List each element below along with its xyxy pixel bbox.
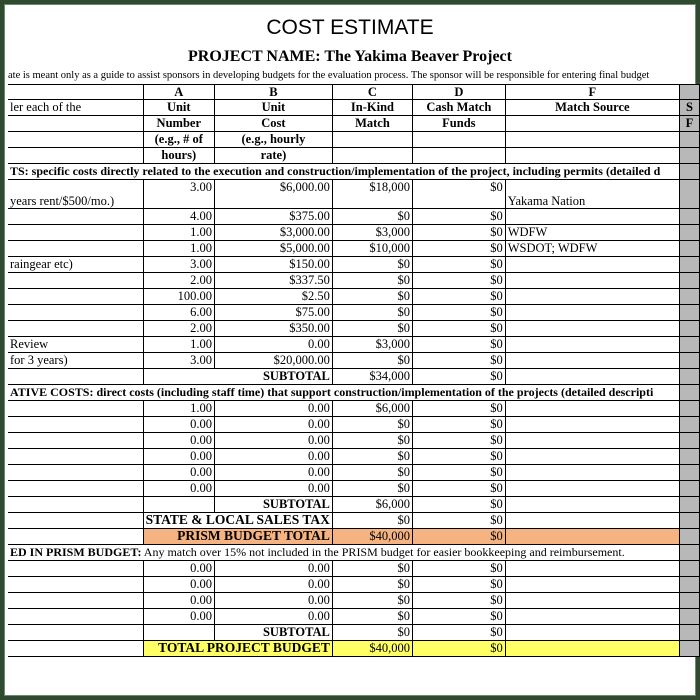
in-kind-match: $10,000 [332, 241, 412, 257]
column-header: (e.g., # of [143, 132, 214, 148]
column-header [412, 148, 505, 164]
cash-match: $0 [412, 465, 505, 481]
blank-cell [8, 481, 143, 497]
subtotal-row [8, 369, 700, 385]
gray-cell [680, 353, 700, 369]
column-header [505, 148, 679, 164]
sales-tax-row [8, 513, 700, 529]
blank-cell [8, 433, 143, 449]
item-description [8, 241, 143, 257]
match-source [505, 609, 679, 625]
unit-number: 3.00 [143, 353, 214, 369]
unit-cost: 0.00 [214, 577, 332, 593]
cash-match: $0 [412, 209, 505, 225]
cash-match: $0 [412, 241, 505, 257]
unit-cost: 0.00 [214, 401, 332, 417]
table-row [8, 593, 700, 609]
match-source [505, 321, 679, 337]
unit-number: 2.00 [143, 321, 214, 337]
cash-match: $0 [412, 417, 505, 433]
match-source [505, 449, 679, 465]
gray-cell [680, 561, 700, 577]
gray-cell [680, 577, 700, 593]
match-source [505, 593, 679, 609]
section-1-heading-label: TS: specific costs directly related to the execution and construction/implementation of the project, including permits (detailed d [10, 164, 661, 178]
column-header [680, 148, 700, 164]
unit-cost: 0.00 [214, 433, 332, 449]
cash-match: $0 [412, 353, 505, 369]
column-header: Cash Match [412, 100, 505, 116]
cash-match: $0 [412, 257, 505, 273]
in-kind-match: $6,000 [332, 401, 412, 417]
cash-match: $0 [412, 225, 505, 241]
in-kind-match: $0 [332, 257, 412, 273]
unit-number: 0.00 [143, 593, 214, 609]
column-header-row [8, 100, 700, 116]
column-header: S [680, 100, 700, 116]
table-row [8, 465, 700, 481]
cash-match: $0 [412, 321, 505, 337]
unit-cost: $2.50 [214, 289, 332, 305]
item-description [8, 321, 143, 337]
item-description: Review [8, 337, 143, 353]
gray-cell [680, 180, 700, 209]
blank-cell [8, 625, 143, 641]
in-kind-match: $18,000 [332, 180, 412, 209]
cost-estimate-table [8, 84, 700, 657]
gray-cell [680, 513, 700, 529]
subtotal-in-kind: $0 [332, 625, 412, 641]
unit-number: 6.00 [143, 305, 214, 321]
in-kind-match: $0 [332, 321, 412, 337]
column-letter: A [143, 85, 214, 100]
table-row [8, 609, 700, 625]
blank-cell [505, 625, 679, 641]
match-source [505, 209, 679, 225]
unit-cost: 0.00 [214, 609, 332, 625]
gray-cell [680, 593, 700, 609]
blank-cell [8, 529, 143, 545]
gray-cell [680, 241, 700, 257]
gray-cell [680, 369, 700, 385]
in-kind-match: $0 [332, 417, 412, 433]
unit-number: 2.00 [143, 273, 214, 289]
cash-match: $0 [412, 289, 505, 305]
table-row [8, 241, 700, 257]
unit-number: 0.00 [143, 481, 214, 497]
in-kind-match: $0 [332, 593, 412, 609]
match-source [505, 401, 679, 417]
section-3-heading-note: Any match over 15% not included in the PRISM budget for easier bookkeeping and reimbursement. [141, 545, 625, 559]
table-row [8, 273, 700, 289]
in-kind-match: $0 [332, 305, 412, 321]
cash-match: $0 [412, 593, 505, 609]
subtotal-cash: $0 [412, 369, 505, 385]
in-kind-match: $0 [332, 561, 412, 577]
subtotal-cash: $0 [412, 497, 505, 513]
blank-cell [8, 577, 143, 593]
gray-cell [680, 529, 700, 545]
match-source [505, 289, 679, 305]
match-source [505, 417, 679, 433]
gray-cell [680, 641, 700, 657]
section-2-heading-text [8, 385, 680, 401]
blank-cell [143, 497, 214, 513]
item-description [8, 273, 143, 289]
subtotal-in-kind: $6,000 [332, 497, 412, 513]
column-header [505, 132, 679, 148]
table-row [8, 353, 700, 369]
subtotal-label: SUBTOTAL [214, 625, 332, 641]
table-row [8, 561, 700, 577]
subtotal-label: SUBTOTAL [214, 497, 332, 513]
item-description: years rent/$500/mo.) [8, 180, 143, 209]
table-row [8, 481, 700, 497]
cash-match: $0 [412, 433, 505, 449]
subtotal-row [8, 625, 700, 641]
cash-match: $0 [412, 481, 505, 497]
column-header: hours) [143, 148, 214, 164]
unit-number: 0.00 [143, 417, 214, 433]
unit-number: 0.00 [143, 449, 214, 465]
in-kind-match: $3,000 [332, 225, 412, 241]
in-kind-match: $0 [332, 353, 412, 369]
cash-match: $0 [412, 273, 505, 289]
sales-tax-cash: $0 [412, 513, 505, 529]
blank-cell [8, 449, 143, 465]
gray-cell [680, 465, 700, 481]
match-source [505, 353, 679, 369]
in-kind-match: $0 [332, 433, 412, 449]
blank-cell [505, 497, 679, 513]
unit-number: 3.00 [143, 257, 214, 273]
section-1-heading [8, 164, 700, 180]
blank-cell [143, 625, 214, 641]
column-letter: F [505, 85, 679, 100]
item-description [8, 225, 143, 241]
blank-cell [8, 561, 143, 577]
column-header: ler each of the [8, 100, 143, 116]
match-source [505, 481, 679, 497]
table-row [8, 305, 700, 321]
gray-cell [680, 337, 700, 353]
in-kind-match: $3,000 [332, 337, 412, 353]
unit-number: 0.00 [143, 561, 214, 577]
unit-number: 100.00 [143, 289, 214, 305]
blank-cell [505, 529, 679, 545]
item-description: raingear etc) [8, 257, 143, 273]
blank-cell [8, 401, 143, 417]
unit-number: 1.00 [143, 337, 214, 353]
match-source: WDFW [505, 225, 679, 241]
unit-cost: $6,000.00 [214, 180, 332, 209]
unit-cost: 0.00 [214, 449, 332, 465]
cash-match: $0 [412, 180, 505, 209]
column-letter-gray [680, 85, 700, 100]
match-source [505, 305, 679, 321]
project-name: The Yakima Beaver Project [324, 48, 512, 65]
table-row [8, 289, 700, 305]
total-project-budget-label: TOTAL PROJECT BUDGET [143, 641, 332, 657]
unit-number: 4.00 [143, 209, 214, 225]
unit-cost: 0.00 [214, 417, 332, 433]
unit-number: 0.00 [143, 577, 214, 593]
in-kind-match: $0 [332, 465, 412, 481]
unit-cost: $3,000.00 [214, 225, 332, 241]
column-header: rate) [214, 148, 332, 164]
unit-cost: 0.00 [214, 481, 332, 497]
section-3-heading-text [8, 545, 680, 561]
column-header [680, 132, 700, 148]
subtotal-row [8, 497, 700, 513]
column-header-row [8, 148, 700, 164]
blank-cell [8, 641, 143, 657]
gray-cell [680, 164, 700, 180]
blank-cell [505, 513, 679, 529]
section-1-heading-text [8, 164, 680, 180]
sales-tax-in-kind: $0 [332, 513, 412, 529]
gray-cell [680, 209, 700, 225]
cash-match: $0 [412, 609, 505, 625]
table-row [8, 417, 700, 433]
unit-number: 3.00 [143, 180, 214, 209]
column-header [332, 148, 412, 164]
prism-total-cash: $0 [412, 529, 505, 545]
column-header: Funds [412, 116, 505, 132]
column-letter-blank [8, 85, 143, 100]
column-header: Match [332, 116, 412, 132]
unit-number: 1.00 [143, 225, 214, 241]
gray-cell [680, 305, 700, 321]
table-row [8, 321, 700, 337]
table-row [8, 401, 700, 417]
column-letter: C [332, 85, 412, 100]
gray-cell [680, 481, 700, 497]
blank-cell [8, 593, 143, 609]
column-header [332, 132, 412, 148]
gray-cell [680, 401, 700, 417]
match-source: WSDOT; WDFW [505, 241, 679, 257]
gray-cell [680, 385, 700, 401]
cash-match: $0 [412, 561, 505, 577]
table-row [8, 209, 700, 225]
unit-cost: $350.00 [214, 321, 332, 337]
table-row [8, 180, 700, 209]
blank-cell [8, 513, 143, 529]
subtotal-in-kind: $34,000 [332, 369, 412, 385]
total-project-budget-cash: $0 [412, 641, 505, 657]
table-row [8, 257, 700, 273]
unit-number: 0.00 [143, 465, 214, 481]
column-header: (e.g., hourly [214, 132, 332, 148]
prism-total-label: PRISM BUDGET TOTAL [143, 529, 332, 545]
gray-cell [680, 417, 700, 433]
in-kind-match: $0 [332, 273, 412, 289]
column-letter-row [8, 85, 700, 100]
item-description [8, 305, 143, 321]
unit-cost: $20,000.00 [214, 353, 332, 369]
page-title: COST ESTIMATE [266, 16, 434, 39]
in-kind-match: $0 [332, 577, 412, 593]
match-source [505, 273, 679, 289]
match-source [505, 257, 679, 273]
blank-cell [8, 417, 143, 433]
cash-match: $0 [412, 401, 505, 417]
column-letter: B [214, 85, 332, 100]
gray-cell [680, 289, 700, 305]
table-row [8, 449, 700, 465]
column-letter: D [412, 85, 505, 100]
item-description [8, 209, 143, 225]
in-kind-match: $0 [332, 209, 412, 225]
unit-number: 0.00 [143, 433, 214, 449]
unit-number: 0.00 [143, 609, 214, 625]
in-kind-match: $0 [332, 289, 412, 305]
blank-cell [8, 609, 143, 625]
table-row [8, 577, 700, 593]
prism-total-in-kind: $40,000 [332, 529, 412, 545]
gray-cell [680, 321, 700, 337]
column-header-row [8, 132, 700, 148]
in-kind-match: $0 [332, 449, 412, 465]
gray-cell [680, 625, 700, 641]
unit-number: 1.00 [143, 241, 214, 257]
column-header [8, 116, 143, 132]
gray-cell [680, 273, 700, 289]
unit-cost: 0.00 [214, 593, 332, 609]
gray-cell [680, 257, 700, 273]
blank-cell [8, 369, 143, 385]
unit-cost: 0.00 [214, 465, 332, 481]
in-kind-match: $0 [332, 481, 412, 497]
column-header: Unit [143, 100, 214, 116]
intro-text: ate is meant only as a guide to assist sponsors in developing budgets for the evaluation process. The sponsor will be responsible for entering final budget [8, 70, 650, 81]
column-header-row [8, 116, 700, 132]
table-row [8, 225, 700, 241]
unit-cost: 0.00 [214, 337, 332, 353]
gray-cell [680, 433, 700, 449]
column-header: In-Kind [332, 100, 412, 116]
cash-match: $0 [412, 449, 505, 465]
gray-cell [680, 545, 700, 561]
match-source [505, 433, 679, 449]
match-source [505, 465, 679, 481]
column-header: Number [143, 116, 214, 132]
cash-match: $0 [412, 337, 505, 353]
unit-cost: 0.00 [214, 561, 332, 577]
blank-cell [8, 497, 143, 513]
gray-cell [680, 609, 700, 625]
gray-cell [680, 225, 700, 241]
match-source [505, 337, 679, 353]
section-3-heading-label: ED IN PRISM BUDGET: [10, 545, 142, 559]
unit-number: 1.00 [143, 401, 214, 417]
column-header [505, 116, 679, 132]
blank-cell [505, 641, 679, 657]
total-project-budget-row [8, 641, 700, 657]
cash-match: $0 [412, 577, 505, 593]
section-3-heading [8, 545, 700, 561]
project-label: PROJECT NAME: [188, 48, 321, 65]
subtotal-label: SUBTOTAL [214, 369, 332, 385]
cash-match: $0 [412, 305, 505, 321]
blank-cell [505, 369, 679, 385]
section-2-heading [8, 385, 700, 401]
match-source [505, 561, 679, 577]
total-project-budget-in-kind: $40,000 [332, 641, 412, 657]
unit-cost: $150.00 [214, 257, 332, 273]
project-name-line [0, 48, 700, 66]
column-header: Unit [214, 100, 332, 116]
gray-cell [680, 449, 700, 465]
table-row [8, 433, 700, 449]
blank-cell [8, 465, 143, 481]
match-source [505, 577, 679, 593]
section-2-heading-label: ATIVE COSTS: direct costs (including staff time) that support construction/implementation of the projects (detailed descripti [10, 385, 654, 399]
unit-cost: $375.00 [214, 209, 332, 225]
column-header [8, 148, 143, 164]
column-header: F [680, 116, 700, 132]
column-header: Match Source [505, 100, 679, 116]
prism-total-row [8, 529, 700, 545]
column-header [412, 132, 505, 148]
match-source: Yakama Nation [505, 180, 679, 209]
column-header [8, 132, 143, 148]
item-description [8, 289, 143, 305]
item-description: for 3 years) [8, 353, 143, 369]
unit-cost: $337.50 [214, 273, 332, 289]
unit-cost: $75.00 [214, 305, 332, 321]
subtotal-cash: $0 [412, 625, 505, 641]
gray-cell [680, 497, 700, 513]
sales-tax-label: STATE & LOCAL SALES TAX [143, 513, 332, 529]
table-row [8, 337, 700, 353]
unit-cost: $5,000.00 [214, 241, 332, 257]
column-header: Cost [214, 116, 332, 132]
blank-cell [143, 369, 214, 385]
in-kind-match: $0 [332, 609, 412, 625]
